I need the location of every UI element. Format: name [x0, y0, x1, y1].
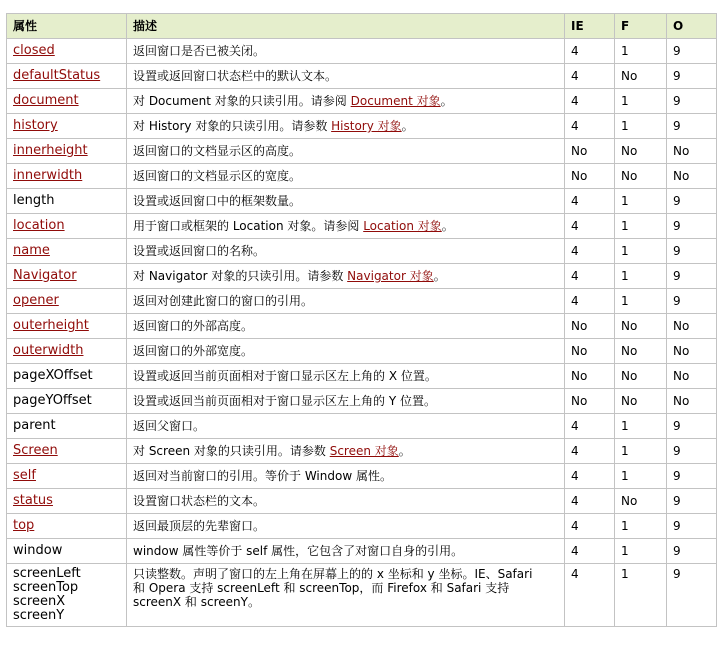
- property-cell: [7, 39, 127, 64]
- opera-support-cell: No: [667, 314, 717, 339]
- table-row: [7, 314, 717, 339]
- property-link[interactable]: self: [13, 468, 36, 483]
- property-name: pageYOffset: [13, 393, 92, 408]
- opera-support-cell: 9: [667, 214, 717, 239]
- property-cell: [7, 64, 127, 89]
- firefox-support-cell: 1: [615, 464, 667, 489]
- property-link[interactable]: innerheight: [13, 143, 88, 158]
- firefox-support-cell: 1: [615, 39, 667, 64]
- description-text: 返回对创建此窗口的窗口的引用。: [133, 294, 314, 308]
- property-link[interactable]: top: [13, 518, 35, 533]
- description-tail: 。: [440, 94, 453, 108]
- table-row: [7, 414, 717, 439]
- table-row: [7, 539, 717, 564]
- header-description: 描述: [127, 14, 565, 39]
- property-link[interactable]: Navigator: [13, 268, 77, 283]
- description-text: 返回父窗口。: [133, 419, 206, 433]
- property-cell: [7, 414, 127, 439]
- property-link[interactable]: history: [13, 118, 58, 133]
- property-link[interactable]: innerwidth: [13, 168, 83, 183]
- description-text: 对 Screen 对象的只读引用。请参数: [133, 444, 330, 458]
- description-cell: [127, 164, 565, 189]
- property-name: screenLeft: [13, 566, 81, 581]
- property-cell: [7, 389, 127, 414]
- property-name: length: [13, 193, 55, 208]
- firefox-support-cell: 1: [615, 239, 667, 264]
- table-row: [7, 564, 717, 627]
- property-cell: [7, 514, 127, 539]
- opera-support-cell: 9: [667, 514, 717, 539]
- opera-support-cell: 9: [667, 189, 717, 214]
- property-link[interactable]: opener: [13, 293, 59, 308]
- ie-support-cell: 4: [565, 264, 615, 289]
- table-row: [7, 464, 717, 489]
- description-cell: [127, 564, 565, 627]
- ie-support-cell: No: [565, 314, 615, 339]
- property-name: pageXOffset: [13, 368, 93, 383]
- ie-support-cell: 4: [565, 489, 615, 514]
- table-row: [7, 439, 717, 464]
- ie-support-cell: 4: [565, 39, 615, 64]
- property-cell: [7, 464, 127, 489]
- description-text: 设置或返回窗口状态栏中的默认文本。: [133, 69, 338, 83]
- property-cell: [7, 139, 127, 164]
- firefox-support-cell: 1: [615, 214, 667, 239]
- table-row: [7, 239, 717, 264]
- description-tail: 。: [441, 219, 454, 233]
- property-link[interactable]: document: [13, 93, 79, 108]
- firefox-support-cell: 1: [615, 189, 667, 214]
- header-opera: O: [667, 14, 717, 39]
- ie-support-cell: 4: [565, 564, 615, 627]
- property-cell: [7, 364, 127, 389]
- property-link[interactable]: name: [13, 243, 50, 258]
- opera-support-cell: 9: [667, 539, 717, 564]
- table-body: [7, 39, 717, 627]
- firefox-support-cell: 1: [615, 414, 667, 439]
- property-cell: [7, 539, 127, 564]
- firefox-support-cell: 1: [615, 264, 667, 289]
- header-ie: IE: [565, 14, 615, 39]
- description-text: 和 Opera 支持 screenLeft 和 screenTop，而 Firefox 和 Safari 支持: [133, 581, 510, 595]
- description-cell: [127, 214, 565, 239]
- description-text: 设置或返回窗口中的框架数量。: [133, 194, 302, 208]
- description-tail: 。: [433, 269, 446, 283]
- ie-support-cell: 4: [565, 539, 615, 564]
- table-row: [7, 139, 717, 164]
- opera-support-cell: 9: [667, 39, 717, 64]
- table-row: [7, 514, 717, 539]
- description-cell: [127, 189, 565, 214]
- description-text: 返回对当前窗口的引用。等价于 Window 属性。: [133, 469, 392, 483]
- opera-support-cell: 9: [667, 414, 717, 439]
- ie-support-cell: 4: [565, 414, 615, 439]
- description-text: 设置或返回当前页面相对于窗口显示区左上角的 Y 位置。: [133, 394, 436, 408]
- property-link[interactable]: defaultStatus: [13, 68, 101, 83]
- property-cell: [7, 239, 127, 264]
- header-firefox: F: [615, 14, 667, 39]
- description-cell: [127, 139, 565, 164]
- description-cell: [127, 514, 565, 539]
- description-text: 返回窗口是否已被关闭。: [133, 44, 266, 58]
- description-cell: [127, 39, 565, 64]
- description-cell: [127, 414, 565, 439]
- description-cell: [127, 114, 565, 139]
- description-text: 用于窗口或框架的 Location 对象。请参阅: [133, 219, 364, 233]
- header-property: 属性: [7, 14, 127, 39]
- property-link[interactable]: status: [13, 493, 53, 508]
- description-cell: [127, 389, 565, 414]
- description-cell: [127, 64, 565, 89]
- table-row: [7, 389, 717, 414]
- description-text: 只读整数。声明了窗口的左上角在屏幕上的的 x 坐标和 y 坐标。IE、Safari: [133, 567, 533, 581]
- table-row: [7, 489, 717, 514]
- description-cell: [127, 314, 565, 339]
- opera-support-cell: 9: [667, 464, 717, 489]
- property-link[interactable]: location: [13, 218, 65, 233]
- firefox-support-cell: No: [615, 489, 667, 514]
- property-name: screenY: [13, 608, 65, 623]
- description-link[interactable]: Location 对象: [363, 219, 442, 233]
- ie-support-cell: No: [565, 389, 615, 414]
- ie-support-cell: 4: [565, 64, 615, 89]
- window-properties-table: [6, 13, 717, 627]
- firefox-support-cell: 1: [615, 514, 667, 539]
- property-link[interactable]: closed: [13, 43, 55, 58]
- description-text: 返回窗口的外部高度。: [133, 319, 254, 333]
- property-cell: [7, 289, 127, 314]
- table-row: [7, 364, 717, 389]
- description-cell: [127, 264, 565, 289]
- property-name: window: [13, 543, 63, 558]
- table-row: [7, 114, 717, 139]
- opera-support-cell: No: [667, 164, 717, 189]
- property-cell: [7, 264, 127, 289]
- property-cell: [7, 189, 127, 214]
- ie-support-cell: No: [565, 164, 615, 189]
- firefox-support-cell: 1: [615, 114, 667, 139]
- description-link[interactable]: History 对象: [331, 119, 402, 133]
- firefox-support-cell: 1: [615, 289, 667, 314]
- description-text: 返回窗口的文档显示区的宽度。: [133, 169, 302, 183]
- ie-support-cell: No: [565, 339, 615, 364]
- property-name: screenX: [13, 594, 66, 609]
- property-name: parent: [13, 418, 56, 433]
- property-name: screenTop: [13, 580, 79, 595]
- opera-support-cell: 9: [667, 239, 717, 264]
- table-row: [7, 289, 717, 314]
- description-text: 返回窗口的外部宽度。: [133, 344, 254, 358]
- description-tail: 。: [398, 444, 411, 458]
- opera-support-cell: 9: [667, 289, 717, 314]
- ie-support-cell: No: [565, 139, 615, 164]
- property-cell: [7, 564, 127, 627]
- description-link[interactable]: Document 对象: [350, 94, 441, 108]
- opera-support-cell: 9: [667, 489, 717, 514]
- property-cell: [7, 114, 127, 139]
- ie-support-cell: 4: [565, 239, 615, 264]
- table-row: [7, 164, 717, 189]
- opera-support-cell: 9: [667, 114, 717, 139]
- description-cell: [127, 239, 565, 264]
- ie-support-cell: No: [565, 364, 615, 389]
- description-cell: [127, 464, 565, 489]
- property-link[interactable]: outerwidth: [13, 343, 84, 358]
- description-text: 对 History 对象的只读引用。请参数: [133, 119, 332, 133]
- property-link[interactable]: outerheight: [13, 318, 89, 333]
- ie-support-cell: 4: [565, 189, 615, 214]
- table-row: [7, 214, 717, 239]
- description-cell: [127, 489, 565, 514]
- description-text: 返回窗口的文档显示区的高度。: [133, 144, 302, 158]
- opera-support-cell: 9: [667, 264, 717, 289]
- property-cell: [7, 314, 127, 339]
- opera-support-cell: 9: [667, 64, 717, 89]
- firefox-support-cell: 1: [615, 539, 667, 564]
- firefox-support-cell: No: [615, 314, 667, 339]
- description-text: 返回最顶层的先辈窗口。: [133, 519, 266, 533]
- table-header-row: [7, 14, 717, 39]
- description-cell: [127, 539, 565, 564]
- opera-support-cell: 9: [667, 439, 717, 464]
- firefox-support-cell: No: [615, 364, 667, 389]
- description-cell: [127, 339, 565, 364]
- firefox-support-cell: 1: [615, 89, 667, 114]
- opera-support-cell: No: [667, 389, 717, 414]
- description-text: 对 Document 对象的只读引用。请参阅: [133, 94, 351, 108]
- table-row: [7, 64, 717, 89]
- description-cell: [127, 364, 565, 389]
- description-link[interactable]: Screen 对象: [329, 444, 399, 458]
- opera-support-cell: 9: [667, 564, 717, 627]
- description-cell: [127, 289, 565, 314]
- property-cell: [7, 89, 127, 114]
- property-cell: [7, 439, 127, 464]
- firefox-support-cell: No: [615, 389, 667, 414]
- property-cell: [7, 489, 127, 514]
- description-link[interactable]: Navigator 对象: [347, 269, 434, 283]
- description-text: screenX 和 screenY。: [133, 595, 260, 609]
- firefox-support-cell: 1: [615, 439, 667, 464]
- table-row: [7, 89, 717, 114]
- description-text: window 属性等价于 self 属性，它包含了对窗口自身的引用。: [133, 544, 464, 558]
- ie-support-cell: 4: [565, 114, 615, 139]
- property-cell: [7, 164, 127, 189]
- opera-support-cell: No: [667, 339, 717, 364]
- property-link[interactable]: Screen: [13, 443, 58, 458]
- ie-support-cell: 4: [565, 214, 615, 239]
- property-cell: [7, 214, 127, 239]
- description-text: 设置或返回当前页面相对于窗口显示区左上角的 X 位置。: [133, 369, 437, 383]
- firefox-support-cell: No: [615, 164, 667, 189]
- table-row: [7, 189, 717, 214]
- description-text: 设置或返回窗口的名称。: [133, 244, 266, 258]
- description-text: 设置窗口状态栏的文本。: [133, 494, 266, 508]
- description-cell: [127, 439, 565, 464]
- table-row: [7, 39, 717, 64]
- property-cell: [7, 339, 127, 364]
- description-tail: 。: [401, 119, 414, 133]
- ie-support-cell: 4: [565, 464, 615, 489]
- table-row: [7, 264, 717, 289]
- firefox-support-cell: No: [615, 64, 667, 89]
- ie-support-cell: 4: [565, 439, 615, 464]
- description-cell: [127, 89, 565, 114]
- table-row: [7, 339, 717, 364]
- ie-support-cell: 4: [565, 289, 615, 314]
- ie-support-cell: 4: [565, 89, 615, 114]
- opera-support-cell: 9: [667, 89, 717, 114]
- firefox-support-cell: No: [615, 139, 667, 164]
- opera-support-cell: No: [667, 139, 717, 164]
- description-text: 对 Navigator 对象的只读引用。请参数: [133, 269, 348, 283]
- firefox-support-cell: No: [615, 339, 667, 364]
- opera-support-cell: No: [667, 364, 717, 389]
- ie-support-cell: 4: [565, 514, 615, 539]
- firefox-support-cell: 1: [615, 564, 667, 627]
